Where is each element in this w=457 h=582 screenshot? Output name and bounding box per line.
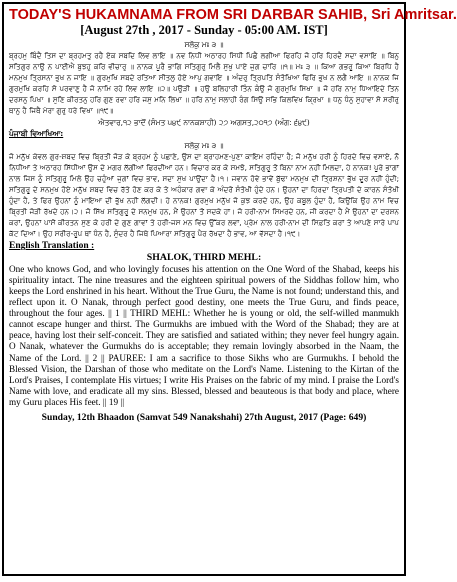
english-heading: SHALOK, THIRD MEHL: [146,252,262,264]
page-title: TODAY'S HUKAMNAMA FROM SRI DARBAR SAHIB, Sri Amritsar. [9,7,457,23]
gurmukhi-date-meta: ਐਤਵਾਰ,੧੨ ਭਾਦੋਂ (ਸੰਮਤ ੫੪੯ ਨਾਨਕਸ਼ਾਹੀ) ੨੭ ਅਗਸਤ,੨੦੧੭ (ਅੰਗ: ੬੪੯) [98,117,310,127]
footer-date: Sunday, 12th Bhaadon (Samvat 549 Nanakshahi) 27th August, 2017 (Page: 649) [41,412,367,424]
gurmukhi-heading: ਸਲੋਕੁ ਮਃ ੩ ॥ [184,40,224,49]
english-translation-text: One who knows God, and who lovingly focuses his attention on the One Word of the Shabad, keeps his spirituality intact. The nine treasures and the eighteen spiritual powers of the Siddhas follow him, who keeps the Lord enshrined in his heart. Without the True Guru, the Name is not found; understand this, and reflect upon it. O Nanak, through perfect good destiny, one meets the True Guru, and finds peace, throughout the four ages. || 1 || THIRD MEHL: Whether he is young or old, the self-willed manmukh cannot escape hunger and thirst. The Gurmukhs are imbued with the Word of the Shabad; they are at peace, having lost their self-conceit. They are satisfied and satiated within; they never feel hungry again. O Nanak, whatever the Gurmukhs do is acceptable; they remain lovingly absorbed in the Naam, the Name of the Lord. || 2 || PAUREE: I am a sacrifice to those Sikhs who are Gurmukhs. I behold the Blessed Vision, the Darshan of those who meditate on the Lord's Name. Listening to the Kirtan of the Lord's Praises, I contemplate His virtues; I write His Praises on the fabric of my mind. I praise the Lord's Name with love, and eradicate all my sins. Blessed, blessed and beauteous is that body and place, where my Guru places His feet. || 19 || [9,263,399,407]
english-translation-label: English Translation : [9,241,95,252]
punjabi-explanation-label: ਪੰਜਾਬੀ ਵਿਆਖਿਆ: [9,128,64,138]
punjabi-explanation-text: ਜੋ ਮਨੁੱਖ ਕੇਵਲ ਗੁਰ-ਸ਼ਬਦ ਵਿਚ ਬ੍ਰਿਤੀ ਜੋੜ ਕੇ ਬ੍ਰਹਮ ਨੂੰ ਪਛਾਣੇ, ਉਸ ਦਾ ਬ੍ਰਾਹਮਣ-ਪੁਣਾ ਕਾਇਮ ਰਹਿੰਦਾ ਹੈ; ਜੋ ਮਨੁੱਖ ਹਰੀ ਨੂੰ ਹਿਰਦੇ ਵਿਚ ਵਸਾਏ, ਨੌ ਨਿਧੀਆਂ ਤੇ ਅਠਾਰਹ ਸਿੱਧੀਆਂ ਉਸ ਦੇ ਮਗਰ ਲੱਗੀਆਂ ਫਿਰਦੀਆਂ ਹਨ। ਵਿਚਾਰ ਕਰ ਕੇ ਸਮਝੋ, ਸਤਿਗੁਰੂ ਤੋਂ ਬਿਨਾ ਨਾਮ ਨਹੀਂ ਮਿਲਦਾ, ਹੇ ਨਾਨਕ! ਪੂਰੇ ਭਾਗਾਂ ਨਾਲ ਜਿਸ ਨੂੰ ਸਤਿਗੁਰੂ ਮਿਲੇ ਉਹ ਚਹੁੰਆਂ ਜੁਗਾਂ ਵਿਚ ਭਾਵ, ਸਦਾ ਸੁਖ ਪਾਉਂਦਾ ਹੈ।੧। ਜਵਾਨ ਹੋਵੇ ਭਾਵੇਂ ਬੁੱਢਾ ਮਨਮੁਖ ਦੀ ਤ੍ਰਿਸ਼ਨਾ ਭੁੱਖ ਦੂਰ ਨਹੀਂ ਹੁੰਦੀ; ਸਤਿਗੁਰੂ ਦੇ ਸਨਮੁਖ ਹੋਏ ਮਨੁੱਖ ਸ਼ਬਦ ਵਿਚ ਰੱਤੇ ਹੋਣ ਕਰ ਕੇ ਤੇ ਅਹੰਕਾਰ ਗਵਾ ਕੇ ਅੰਦਰੋਂ ਸੰਤੋਖੀ ਹੁੰਦੇ ਹਨ। ਉਹਨਾਂ ਦਾ ਹਿਰਦਾ ਤ੍ਰਿਪਤੀ ਦੇ ਕਾਰਨ ਸੰਤੋਖੀ ਹੁੰਦਾ ਹੈ, ਤੇ ਫਿਰ ਉਹਨਾਂ ਨੂੰ ਮਾਇਆ ਦੀ ਭੁੱਖ ਨਹੀਂ ਲੱਗਦੀ। ਹੇ ਨਾਨਕ! ਗੁਰਮੁਖ ਮਨੁੱਖ ਜੋ ਕੁਝ ਕਰਦੇ ਹਨ, ਉਹ ਕਬੂਲ ਹੁੰਦਾ ਹੈ, ਕਿਉਂਕਿ ਉਹ ਨਾਮ ਵਿਚ ਬ੍ਰਿਤੀ ਜੋੜੀ ਰੱਖਦੇ ਹਨ।੨। ਜੋ ਸਿੱਖ ਸਤਿਗੁਰੂ ਦੇ ਸਨਮੁਖ ਹਨ, ਮੈਂ ਉਹਨਾਂ ਤੋਂ ਸਦਕੇ ਹਾਂ। ਜੋ ਹਰੀ-ਨਾਮ ਸਿਮਰਦੇ ਹਨ, ਜੀ ਕਰਦਾ ਹੈ ਮੈਂ ਉਹਨਾਂ ਦਾ ਦਰਸ਼ਨ ਕਰਾਂ, ਉਹਨਾਂ ਪਾਸੋਂ ਕੀਰਤਨ ਸੁਣ ਕੇ ਹਰੀ ਦੇ ਗੁਣ ਗਾਵਾਂ ਤੇ ਹਰੀ-ਜਸ ਮਨ ਵਿਚ ਉੱਕਰ ਲਵਾਂ, ਪ੍ਰੇਮ ਨਾਲ ਹਰੀ-ਨਾਮ ਦੀ ਸਿਫ਼ਤਿ ਕਰਾਂ ਤੇ ਆਪਣੇ ਸਾਰੇ ਪਾਪ ਕੱਟ ਦਿਆਂ। ਉਹ ਸਰੀਰ-ਰੂਪ ਥਾਂ ਧੰਨ ਹੈ, ਸੁੰਦਰ ਹੈ ਜਿਥੇ ਪਿਆਰਾ ਸਤਿਗੁਰੂ ਪੈਰ ਰੱਖਦਾ ਹੈ ਭਾਵ, ਆ ਵੱਸਦਾ ਹੈ।੧੯। [9,151,399,239]
gurmukhi-text: ਬ੍ਰਹਮੁ ਬਿੰਦੈ ਤਿਸ ਦਾ ਬ੍ਰਹਮਤੁ ਰਹੈ ਏਕ ਸਬਦਿ ਲਿਵ ਲਾਇ ॥ ਨਵ ਨਿਧੀ ਅਠਾਰਹ ਸਿਧੀ ਪਿਛੈ ਲਗੀਆ ਫਿਰਹਿ ਜੋ ਹਰਿ ਹਿਰਦੈ ਸਦਾ ਵਸਾਇ ॥ ਬਿਨੁ ਸਤਿਗੁਰ ਨਾਉ ਨ ਪਾਈਐ ਬੁਝਹੁ ਕਰਿ ਵੀਚਾਰੁ ॥ ਨਾਨਕ ਪੂਰੈ ਭਾਗਿ ਸਤਿਗੁਰੁ ਮਿਲੈ ਸੁਖੁ ਪਾਏ ਜੁਗ ਚਾਰਿ ॥੧॥ ਮਃ ੩ ॥ ਕਿਆ ਗਭਰੂ ਕਿਆ ਬਿਰਧਿ ਹੈ ਮਨਮੁਖ ਤ੍ਰਿਸਨਾ ਭੁਖ ਨ ਜਾਇ ॥ ਗੁਰਮੁਖਿ ਸਬਦੇ ਰਤਿਆ ਸੀਤਲੁ ਹੋਏ ਆਪੁ ਗਵਾਇ ॥ ਅੰਦਰੁ ਤ੍ਰਿਪਤਿ ਸੰਤੋਖਿਆ ਫਿਰਿ ਭੁਖ ਨ ਲਗੈ ਆਇ ॥ ਨਾਨਕ ਜਿ ਗੁਰਮੁਖਿ ਕਰਹਿ ਸੋ ਪਰਵਾਣੁ ਹੈ ਜੋ ਨਾਮਿ ਰਹੇ ਲਿਵ ਲਾਇ ॥੨॥ ਪਉੜੀ ॥ ਹਉ ਬਲਿਹਾਰੀ ਤਿੰਨ ਕੰਉ ਜੋ ਗੁਰਮੁਖਿ ਸਿਖਾ ॥ ਜੋ ਹਰਿ ਨਾਮੁ ਧਿਆਇਦੇ ਤਿਨ ਦਰਸਨੁ ਪਿਖਾ ॥ ਸੁਣਿ ਕੀਰਤਨੁ ਹਰਿ ਗੁਣ ਰਵਾ ਹਰਿ ਜਸੁ ਮਨਿ ਲਿਖਾ ॥ ਹਰਿ ਨਾਮੁ ਸਲਾਹੀ ਰੰਗ ਸਿਉ ਸਭਿ ਕਿਲਵਿਖ ਕ੍ਰਿਖਾ ॥ ਧਨੁ ਧੰਨੁ ਸੁਹਾਵਾ ਸੋ ਸਰੀਰੁ ਥਾਨੁ ਹੈ ਜਿਥੈ ਮੇਰਾ ਗੁਰੁ ਧਰੇ ਵਿਖਾ ॥੧੯॥ [9,51,399,116]
date-subtitle: [August 27th , 2017 - Sunday - 05:00 AM. IST] [80,23,328,37]
hukamnama-page [2,2,457,576]
punjabi-explanation-heading: ਸਲੋਕੁ ਮਃ ੩ ॥ [184,140,224,150]
